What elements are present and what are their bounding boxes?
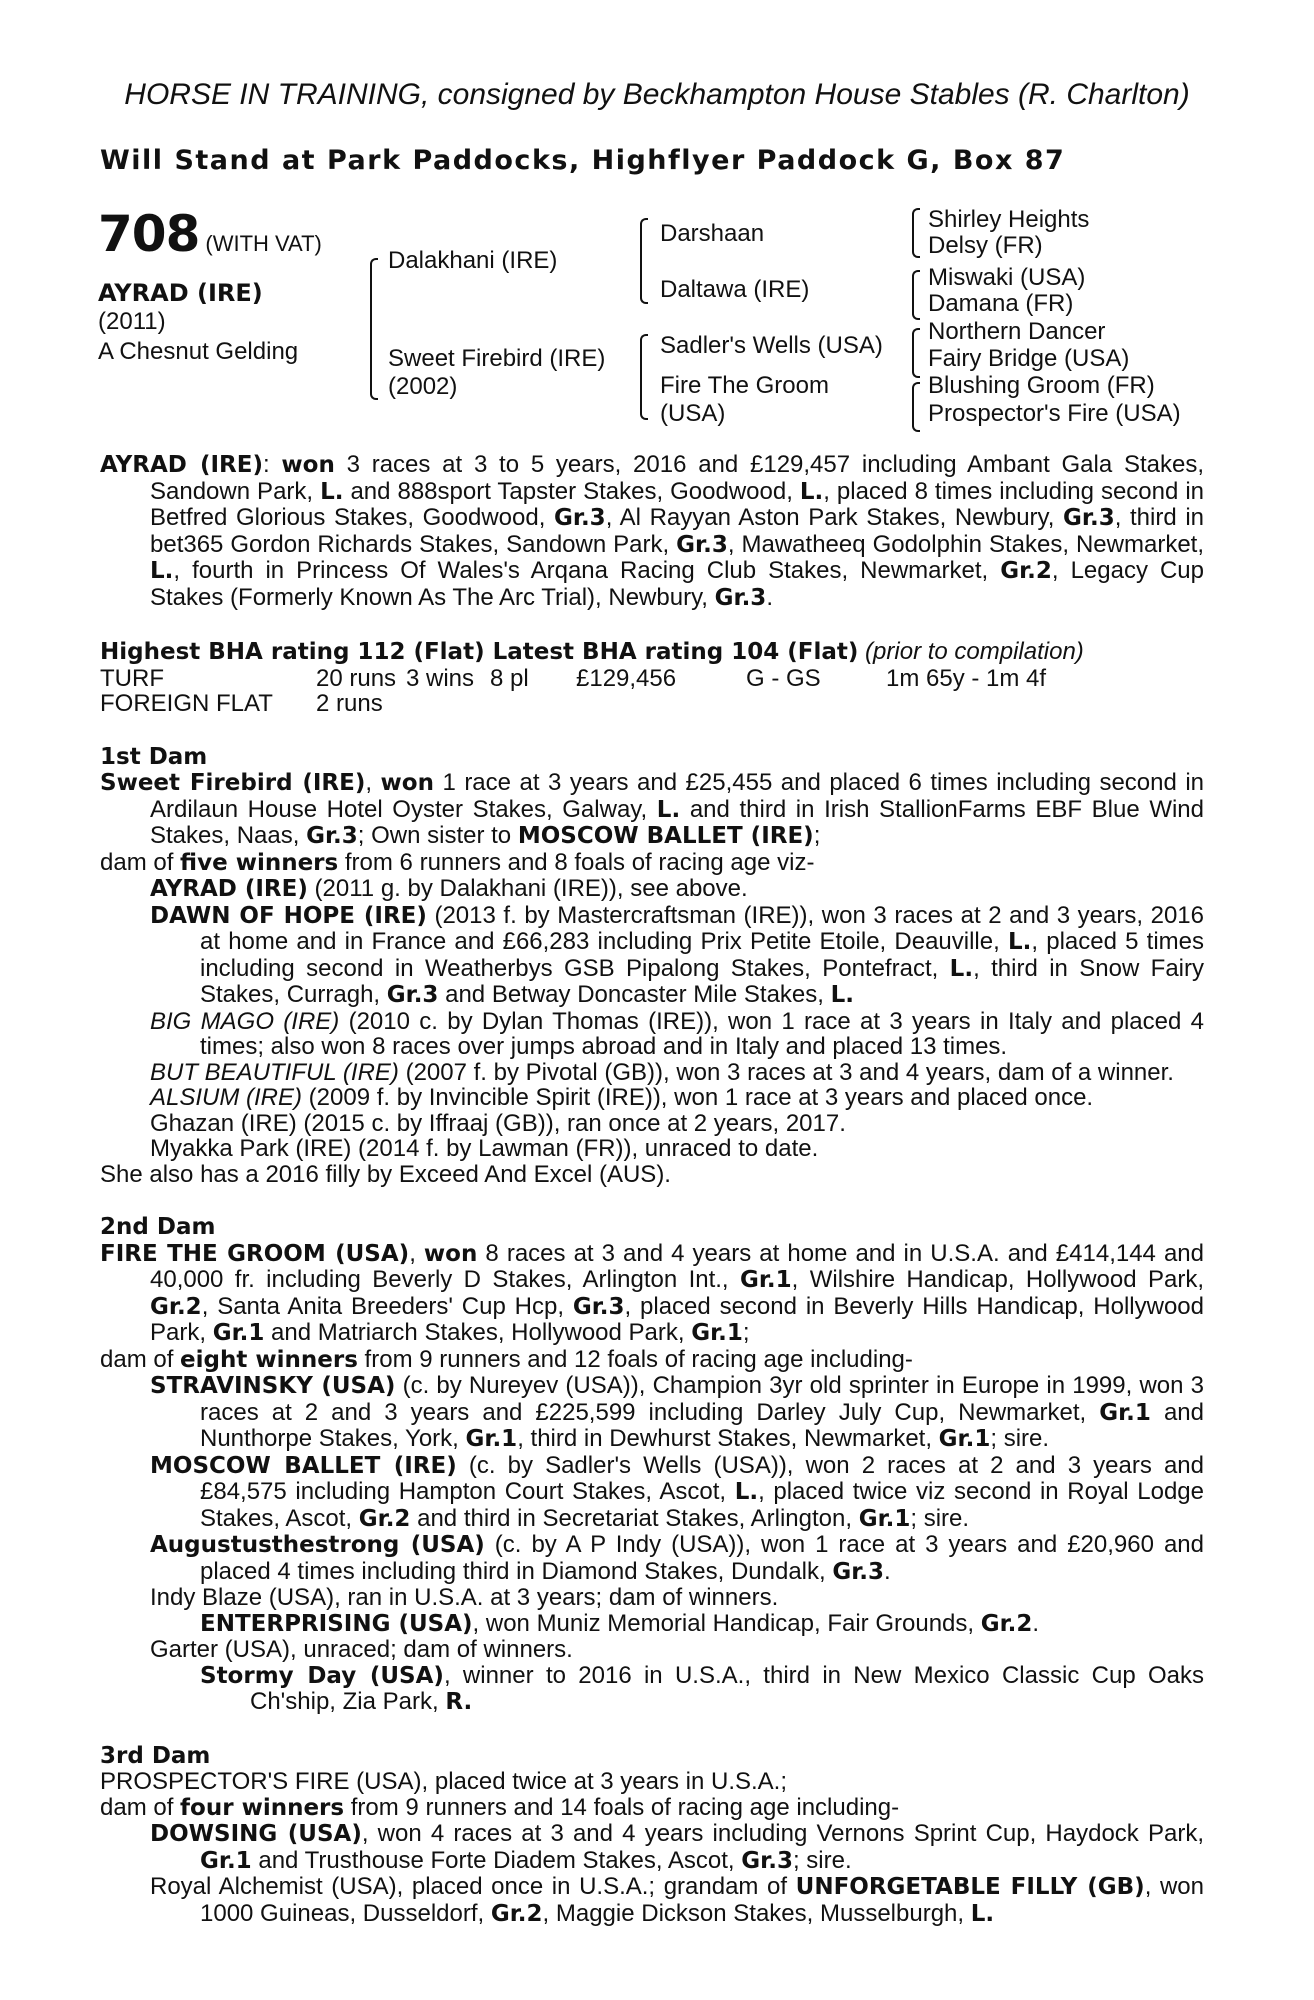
- lot-info: [98, 205, 322, 367]
- first-dam-g1: Gr.3: [306, 823, 358, 849]
- text-line: [100, 1611, 1204, 1638]
- race-record-name: AYRAD (IRE): [100, 452, 263, 478]
- first-dam-winners: five winners: [180, 849, 339, 876]
- first-dam-p2-t4: and Betway Doncaster Mile Stakes,: [438, 981, 831, 1008]
- pedigree-g3-1: Shirley Heights: [928, 206, 1090, 233]
- second-dam-t1: 8 races at 3 and 4 years at home and in U.S.A. and £414,144 and 40,000 fr. including Beverly D Stakes, Arlington Int.,: [150, 1239, 1205, 1293]
- race-record-text-5: , third in bet365 Gordon Richards Stakes, Sandown Park,: [150, 504, 1204, 558]
- third-dam-r-t3: , Maggie Dickson Stakes, Musselburgh,: [542, 1899, 971, 1927]
- first-dam-L1: L.: [656, 796, 681, 823]
- race-record-text-9: .: [766, 583, 773, 611]
- third-dam-dam-of-1: dam of: [100, 1793, 181, 1821]
- pedigree-brace-g3-1: [912, 208, 920, 258]
- ratings-turf-6: 1m 65y - 1m 4f: [886, 664, 1047, 692]
- race-record: AYRAD (IRE): won 3 races at 3 to 5 years, 2016 and £129,457 including Ambant Gala Stakes, Sandown Park, L. and 888sport Tapster Stakes, Goodwood, L., placed 8 times including second in Betfred Glorious Stakes, Goodwood, Gr.3, Al Rayyan Aston Park Stakes, Newbury, Gr.3, third in bet365 Gordon Richards Stakes, Sandown Park, Gr.3, Mawatheeq Godolphin Stakes, Newmarket, L., fourth in Princess Of Wales's Arqana Racing Club Stakes, Newmarket, Gr.2, Legacy Cup Stakes (Formerly Known As The Arc Trial), Newbury, Gr.3.: [100, 451, 1205, 611]
- race-record-text-3: , placed 8 times including second in Betfred Glorious Stakes, Goodwood,: [150, 477, 1205, 531]
- ratings-headline: [100, 639, 1204, 666]
- text-line: [100, 850, 1204, 877]
- second-dam-s-g2: Gr.1: [465, 1426, 518, 1452]
- pedigree-g3-5: Northern Dancer: [928, 318, 1106, 345]
- first-dam-p1-name: AYRAD (IRE): [150, 876, 308, 902]
- second-dam-e-t2: .: [1032, 1609, 1040, 1637]
- race-record-g5: Gr.3: [714, 584, 767, 611]
- third-dam-r-L1: L.: [970, 1900, 995, 1927]
- ratings-turf-5: G - GS: [746, 664, 821, 692]
- first-dam-p2-t3: , third in Snow Fairy Stakes, Curragh,: [200, 954, 1205, 1008]
- race-record-g4: Gr.2: [1000, 558, 1052, 584]
- third-dam-d-g2: Gr.3: [741, 1847, 793, 1874]
- second-dam-s-t2: and Nunthorpe Stakes, York,: [200, 1398, 1204, 1452]
- first-dam-t2: and third in Irish StallionFarms EBF Blue Wind Stakes, Naas,: [150, 795, 1204, 849]
- text-line: [100, 876, 1204, 903]
- race-record-text-7: , fourth in Princess Of Wales's Arqana Racing Club Stakes, Newmarket,: [173, 557, 1001, 584]
- second-dam-m-g2: Gr.1: [858, 1505, 911, 1532]
- first-dam-p2-L2: L.: [949, 955, 974, 982]
- second-dam-section: [100, 1215, 1204, 1716]
- first-dam-p5-text: (2009 f. by Invincible Spirit (IRE)), won 1 race at 3 years and placed once.: [302, 1084, 1094, 1111]
- first-dam-sister: MOSCOW BALLET (IRE): [517, 823, 814, 849]
- text-line: [100, 1532, 1204, 1585]
- second-dam-sd-R: R.: [445, 1689, 473, 1715]
- pedigree-brace-dam: [640, 334, 648, 420]
- second-dam-e-g1: Gr.2: [980, 1610, 1033, 1637]
- catalogue-body: [100, 452, 1204, 1927]
- second-dam-m-t2: , placed twice viz second in Royal Lodge Stakes, Ascot,: [200, 1478, 1204, 1532]
- second-dam-indy: Indy Blaze (USA), ran in U.S.A. at 3 years; dam of winners.: [150, 1584, 779, 1611]
- second-dam-s-name: STRAVINSKY (USA): [150, 1373, 396, 1399]
- first-dam-p4-name: BUT BEAUTIFUL (IRE): [150, 1058, 399, 1086]
- second-dam-m-t4: ; sire.: [910, 1504, 970, 1532]
- race-record-L2: L.: [799, 478, 824, 505]
- second-dam-e-t1: , won Muniz Memorial Handicap, Fair Grounds,: [472, 1609, 981, 1637]
- third-dam-winners: four winners: [180, 1794, 345, 1821]
- first-dam-p2-t2: , placed 5 times including second in Weatherbys GSB Pipalong Stakes, Pontefract,: [200, 928, 1204, 982]
- third-dam-d-name: DOWSING (USA): [150, 1821, 362, 1847]
- ratings-turf-4: £129,456: [576, 664, 677, 692]
- pedigree-dam-year: (2002): [388, 373, 458, 400]
- pedigree-brace-g3-2: [912, 270, 920, 320]
- second-dam-heading: 2nd Dam: [100, 1214, 216, 1240]
- first-dam-p6: Ghazan (IRE) (2015 c. by Iffraaj (GB)), ran once at 2 years, 2017.: [150, 1109, 846, 1137]
- second-dam-won: won: [423, 1240, 478, 1267]
- ratings-turf-2: 3 wins: [406, 664, 475, 692]
- third-dam-r-g1: Gr.2: [490, 1900, 543, 1927]
- first-dam-t3: ; Own sister to: [357, 822, 518, 849]
- first-dam-p5-name: ALSIUM (IRE): [150, 1084, 303, 1111]
- pedigree-sire-sire: Darshaan: [660, 220, 765, 247]
- text-line: FIRE THE GROOM (USA), won 8 races at 3 and 4 years at home and in U.S.A. and £414,144 and 40,000 fr. including Beverly D Stakes, Arlington Int., Gr.1, Wilshire Handicap, Hollywood Park, Gr.2, Santa Anita Breeders' Cup Hcp, Gr.3, placed second in Beverly Hills Handicap, Hollywood Park, Gr.1 and Matriarch Stakes, Hollywood Park, Gr.1;: [100, 1239, 1205, 1346]
- second-dam-winners: eight winners: [180, 1346, 358, 1373]
- text-line: [100, 1821, 1204, 1874]
- ratings-turf-1: 20 runs: [316, 664, 397, 692]
- third-dam-heading: 3rd Dam: [100, 1742, 211, 1769]
- text-line: Sweet Firebird (IRE), won 1 race at 3 years and £25,455 and placed 6 times including second in Ardilaun House Hotel Oyster Stakes, Galway, L. and third in Irish StallionFarms EBF Blue Wind Stakes, Naas, Gr.3; Own sister to MOSCOW BALLET (IRE);: [100, 769, 1205, 849]
- pedigree-g3-2: Delsy (FR): [928, 232, 1043, 259]
- first-dam-p2-t1: (2013 f. by Mastercraftsman (IRE)), won 3 races at 2 and 3 years, 2016 at home and in France and £66,283 including Prix Petite Etoile, Deauville,: [200, 901, 1204, 955]
- pedigree-dam: Sweet Firebird (IRE): [388, 345, 606, 372]
- race-record-g1: Gr.3: [554, 505, 606, 531]
- pedigree-g3-3: Miswaki (USA): [928, 264, 1086, 291]
- pedigree-g3-4: Damana (FR): [928, 290, 1074, 317]
- third-dam-d-t1: , won 4 races at 3 and 4 years including Vernons Sprint Cup, Haydock Park,: [361, 1820, 1204, 1847]
- horse-year: (2011): [98, 308, 166, 335]
- ratings-note: (prior to compilation): [858, 638, 1084, 665]
- second-dam-a-name: Augustusthestrong (USA): [150, 1532, 485, 1558]
- race-record-text-1: 3 races at 3 to 5 years, 2016 and £129,457 including Ambant Gala Stakes, Sandown Park,: [150, 451, 1205, 505]
- pedigree-dam-dam: Fire The Groom: [660, 372, 829, 399]
- first-dam-p2-g1: Gr.3: [386, 982, 439, 1008]
- second-dam-s-t4: ; sire.: [990, 1425, 1050, 1452]
- text-line: [100, 1874, 1204, 1927]
- second-dam-g4: Gr.1: [212, 1320, 265, 1346]
- second-dam-g3: Gr.3: [572, 1293, 625, 1320]
- text-line: [100, 1009, 1204, 1060]
- text-line: [100, 1663, 1204, 1716]
- first-dam-also: She also has a 2016 filly by Exceed And Excel (AUS).: [100, 1160, 671, 1188]
- second-dam-g2: Gr.2: [150, 1293, 202, 1320]
- first-dam-dam-of-2: from 6 runners and 8 foals of racing age viz-: [338, 848, 815, 876]
- first-dam-p3-text: (2010 c. by Dylan Thomas (IRE)), won 1 race at 3 years in Italy and placed 4 times; also won 8 races over jumps abroad and in Italy and placed 13 times.: [200, 1007, 1204, 1060]
- second-dam-m-name: MOSCOW BALLET (IRE): [150, 1452, 457, 1479]
- race-record-won: won: [281, 452, 335, 478]
- ratings-foreign-1: 2 runs: [316, 690, 383, 717]
- second-dam-a-t1: (c. by A P Indy (USA)), won 1 race at 3 years and £20,960 and placed 4 times including third in Diamond Stakes, Dundalk,: [200, 1531, 1204, 1585]
- stand-location: Will Stand at Park Paddocks, Highflyer Paddock G, Box 87: [100, 145, 1066, 176]
- first-dam-t1: 1 race at 3 years and £25,455 and placed 6 times including second in Ardilaun House Hotel Oyster Stakes, Galway,: [150, 769, 1205, 823]
- second-dam-m-t3: and third in Secretariat Stakes, Arlington,: [410, 1504, 859, 1532]
- second-dam-m-t1: (c. by Sadler's Wells (USA)), won 2 races at 2 and 3 years and £84,575 including Hampton Court Stakes, Ascot,: [200, 1451, 1204, 1505]
- first-dam-p4-text: (2007 f. by Pivotal (GB)), won 3 races at 3 and 4 years, dam of a winner.: [398, 1058, 1174, 1086]
- pedigree-g3-6: Fairy Bridge (USA): [928, 345, 1130, 372]
- second-dam-e-name: ENTERPRISING (USA): [200, 1610, 473, 1637]
- third-dam-r-t2: , won 1000 Guineas, Dusseldorf,: [200, 1873, 1204, 1927]
- first-dam-won: won: [380, 770, 434, 796]
- ratings-headline: Highest BHA rating 112 (Flat) Latest BHA rating 104 (Flat): [100, 639, 859, 665]
- ratings-turf-0: TURF: [100, 664, 164, 692]
- second-dam-t5: and Matriarch Stakes, Hollywood Park,: [264, 1319, 692, 1346]
- second-dam-m-g1: Gr.2: [358, 1505, 411, 1532]
- second-dam-t3: , Santa Anita Breeders' Cup Hcp,: [201, 1292, 573, 1320]
- second-dam-g5: Gr.1: [691, 1320, 743, 1346]
- race-record-text-6: , Mawatheeq Godolphin Stakes, Newmarket,: [727, 530, 1205, 558]
- second-dam-dam-of-1: dam of: [100, 1345, 181, 1373]
- pedigree-dam-dam-country: (USA): [660, 400, 726, 427]
- race-record-L1: L.: [320, 478, 344, 505]
- pedigree-sire-dam: Daltawa (IRE): [660, 276, 810, 303]
- first-dam-p2-L1: L.: [1007, 929, 1032, 955]
- pedigree-sire: Dalakhani (IRE): [388, 247, 558, 274]
- second-dam-t2: , Wilshire Handicap, Hollywood Park,: [791, 1266, 1204, 1293]
- second-dam-s-t3: , third in Dewhurst Stakes, Newmarket,: [517, 1425, 939, 1452]
- catalogue-heading: HORSE IN TRAINING, consigned by Beckhampton House Stables (R. Charlton): [124, 78, 1190, 111]
- second-dam-m-L1: L.: [734, 1479, 759, 1505]
- third-dam-line1: PROSPECTOR'S FIRE (USA), placed twice at 3 years in U.S.A.;: [100, 1768, 788, 1795]
- third-dam-dam-of-2: from 9 runners and 14 foals of racing age including-: [344, 1793, 900, 1821]
- pedigree-brace-main: [370, 258, 378, 400]
- race-record-text-8: , Legacy Cup Stakes (Formerly Known As The Arc Trial), Newbury,: [150, 557, 1205, 611]
- third-dam-r-name: UNFORGETABLE FILLY (GB): [795, 1874, 1145, 1900]
- second-dam-s-g3: Gr.1: [938, 1426, 991, 1452]
- pedigree-brace-sire: [640, 218, 648, 304]
- first-dam-p7: Myakka Park (IRE) (2014 f. by Lawman (FR)), unraced to date.: [150, 1135, 819, 1162]
- second-dam-sd-name: Stormy Day (USA): [200, 1662, 444, 1689]
- second-dam-garter: Garter (USA), unraced; dam of winners.: [150, 1636, 573, 1663]
- third-dam-d-t3: ; sire.: [792, 1846, 852, 1874]
- first-dam-p1-text: (2011 g. by Dalakhani (IRE)), see above.: [307, 875, 748, 902]
- race-record-text-4: , Al Rayyan Aston Park Stakes, Newbury,: [605, 504, 1064, 531]
- third-dam-d-t2: and Trusthouse Forte Diadem Stakes, Ascot,: [251, 1846, 742, 1874]
- first-dam-p2-L3: L.: [830, 982, 855, 1008]
- race-record-text-2: and 888sport Tapster Stakes, Goodwood,: [343, 477, 800, 505]
- first-dam-t4: ;: [813, 822, 821, 849]
- pedigree-g3-8: Prospector's Fire (USA): [928, 400, 1181, 427]
- text-line: [100, 1085, 1204, 1111]
- lot-vat: (WITH VAT): [205, 231, 322, 256]
- second-dam-sd-t1: , winner to 2016 in U.S.A., third in New Mexico Classic Cup Oaks Ch'ship, Zia Park,: [250, 1661, 1204, 1715]
- first-dam-section: [100, 745, 1204, 1188]
- text-line: [100, 1795, 1204, 1822]
- race-record-g2: Gr.3: [1063, 505, 1115, 531]
- ratings-turf-3: 8 pl: [490, 664, 529, 692]
- text-line: [100, 1347, 1204, 1374]
- first-dam-dam-of-1: dam of: [100, 848, 181, 876]
- second-dam-t4: , placed second in Beverly Hills Handicap, Hollywood Park,: [150, 1292, 1204, 1346]
- pedigree-g3-7: Blushing Groom (FR): [928, 372, 1155, 399]
- third-dam-r-t1: Royal Alchemist (USA), placed once in U.S.A.; grandam of: [150, 1873, 796, 1900]
- text-line: [100, 1060, 1204, 1086]
- second-dam-a-g1: Gr.3: [832, 1558, 885, 1585]
- second-dam-g1: Gr.1: [739, 1267, 792, 1293]
- text-line: [100, 1373, 1204, 1453]
- second-dam-a-t2: .: [884, 1557, 891, 1585]
- pedigree-brace-g3-3: [912, 328, 920, 378]
- second-dam-dam-of-2: from 9 runners and 12 foals of racing age including-: [357, 1345, 913, 1373]
- second-dam-name: FIRE THE GROOM (USA): [100, 1240, 410, 1267]
- pedigree-dam-sire: Sadler's Wells (USA): [660, 332, 883, 359]
- text-line: [100, 1453, 1204, 1533]
- third-dam-d-g1: Gr.1: [200, 1847, 252, 1874]
- second-dam-s-t1: (c. by Nureyev (USA)), Champion 3yr old sprinter in Europe in 1999, won 3 races at 2 and 3 years and £225,599 including Darley July Cup, Newmarket,: [200, 1372, 1204, 1426]
- second-dam-s-g1: Gr.1: [1099, 1399, 1151, 1426]
- race-record-L3: L.: [150, 558, 174, 584]
- pedigree-brace-g3-4: [912, 382, 920, 432]
- text-line: [100, 903, 1204, 1009]
- first-dam-name: Sweet Firebird (IRE): [100, 770, 366, 796]
- lot-number: 708: [98, 205, 200, 263]
- horse-name: AYRAD (IRE): [98, 279, 263, 307]
- first-dam-heading: 1st Dam: [100, 743, 208, 770]
- turf-record: [100, 666, 1204, 692]
- second-dam-t6: ;: [742, 1319, 750, 1346]
- first-dam-p3-name: BIG MAGO (IRE): [150, 1007, 340, 1035]
- third-dam-section: [100, 1744, 1204, 1928]
- text-line: [98, 205, 322, 263]
- ratings-foreign-0: FOREIGN FLAT: [100, 690, 273, 717]
- ratings-section: [100, 639, 1204, 717]
- horse-description: A Chesnut Gelding: [98, 338, 299, 365]
- first-dam-p2-name: DAWN OF HOPE (IRE): [150, 902, 427, 929]
- foreign-record: [100, 691, 1204, 717]
- race-record-g3: Gr.3: [676, 531, 728, 558]
